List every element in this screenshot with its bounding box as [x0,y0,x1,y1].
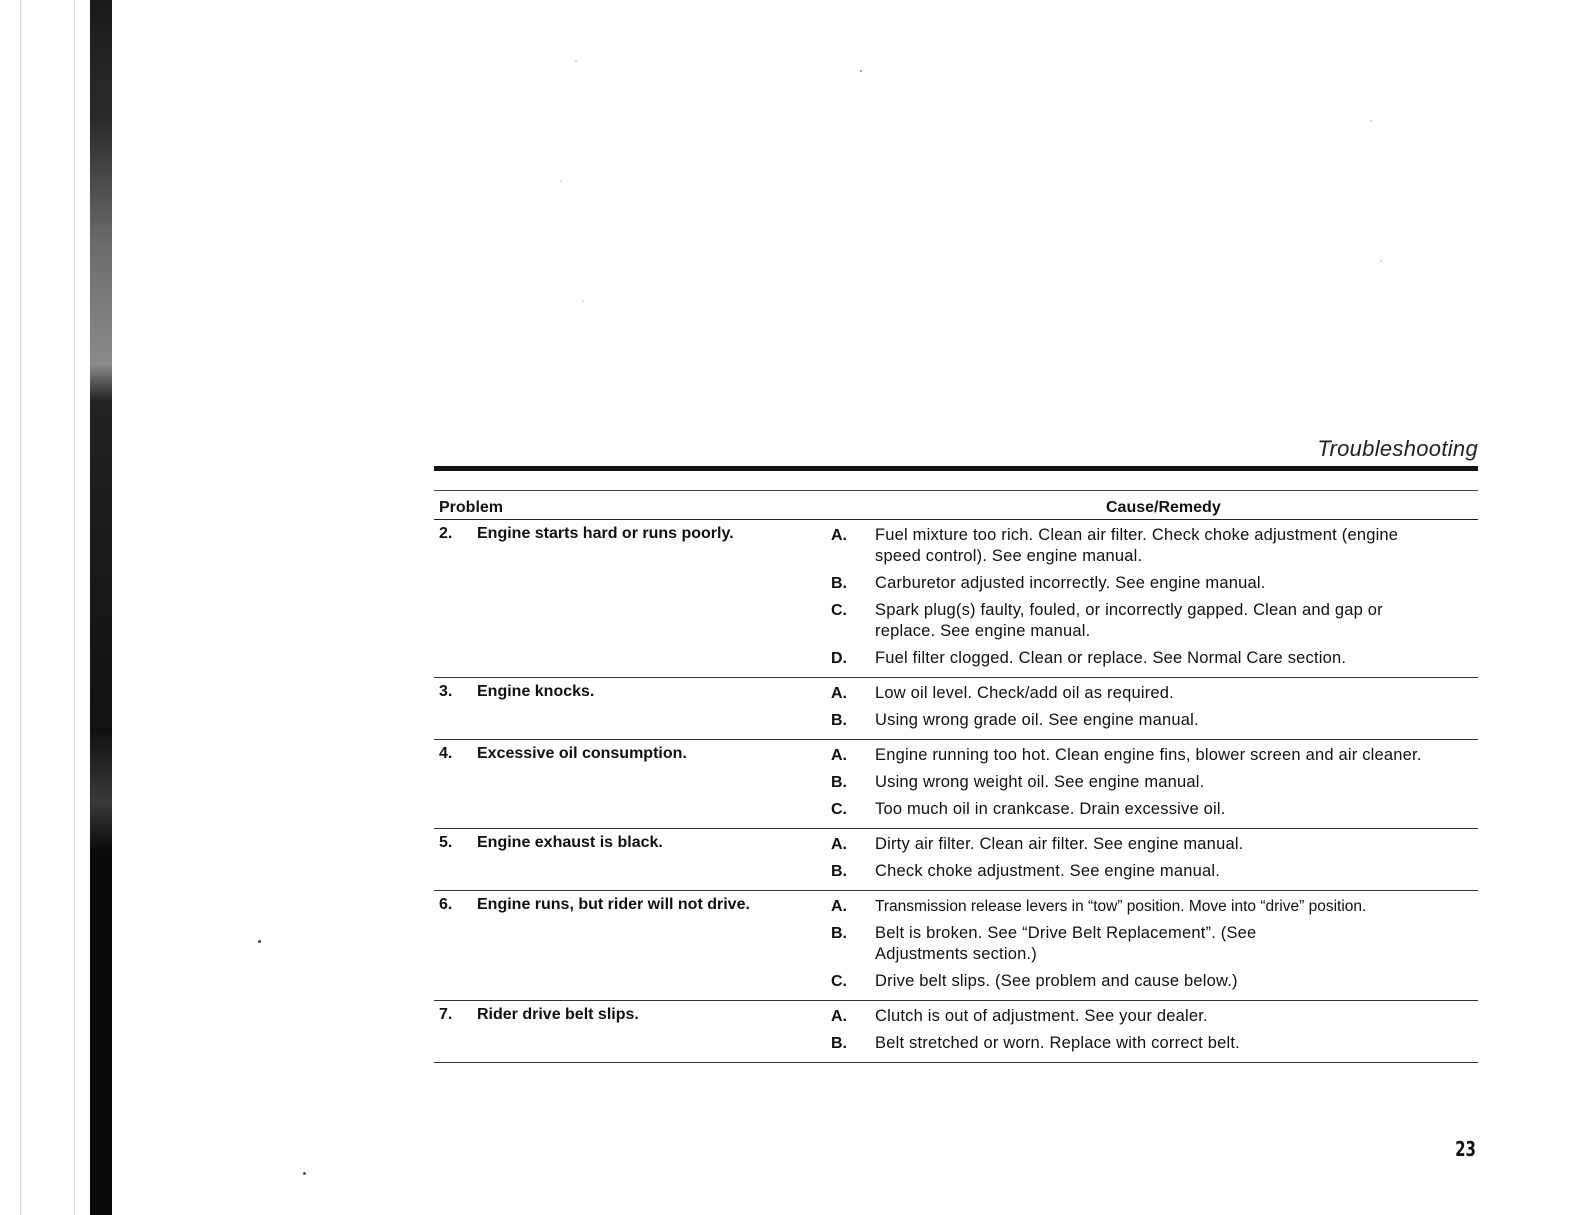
remedy-item [434,834,1478,855]
remedy-letter: D. [831,650,847,667]
problem-text: Engine exhaust is black. [477,834,663,851]
remedy-letter: A. [831,527,847,544]
troubleshooting-table [434,490,1478,1063]
remedy-item [434,648,1478,669]
column-header-problem: Problem [439,499,504,516]
remedy-letter: B. [831,712,847,729]
table-row [434,1001,1478,1063]
remedy-letter: B. [831,1035,847,1052]
table-row [434,829,1478,891]
remedy-text: Dirty air filter. Clean air filter. See engine manual. [875,835,1244,853]
scan-speckle [582,300,584,302]
remedy-text: Transmission release levers in “tow” position. Move into “drive” position. [875,898,1367,915]
remedy-item [434,525,1478,567]
remedy-item [434,573,1478,594]
problem-text: Engine runs, but rider will not drive. [477,896,750,913]
remedy-text: Fuel mixture too rich. Clean air filter. Check choke adjustment (engine speed control). See engine manual. [875,526,1399,565]
remedy-text: Carburetor adjusted incorrectly. See engine manual. [875,574,1266,592]
remedy-text: Check choke adjustment. See engine manual. [875,862,1221,880]
scan-speckle [560,180,562,182]
table-row [434,520,1478,678]
remedy-item [434,1006,1478,1027]
remedy-letter: C. [831,973,847,990]
problem-text: Rider drive belt slips. [477,1006,639,1023]
remedy-text: Spark plug(s) faulty, fouled, or incorrectly gapped. Clean and gap or replace. See engine manual. [875,601,1383,640]
remedy-letter: B. [831,774,847,791]
remedy-letter: C. [831,602,847,619]
remedy-letter: A. [831,685,847,702]
table-row [434,740,1478,829]
table-header [434,490,1478,520]
problem-text: Engine knocks. [477,683,595,700]
remedy-text: Using wrong weight oil. See engine manual. [875,773,1205,791]
table-row [434,678,1478,740]
remedy-item [434,1033,1478,1054]
scan-speckle [303,1172,306,1175]
remedy-letter: B. [831,863,847,880]
problem-number: 6. [439,896,453,913]
remedy-item [434,710,1478,731]
remedy-text: Low oil level. Check/add oil as required. [875,684,1174,702]
binding-strip [90,0,112,1215]
problem-text: Excessive oil consumption. [477,745,687,762]
remedy-item [434,861,1478,882]
remedy-item [434,683,1478,704]
problem-number: 5. [439,834,453,851]
scan-edge-line [74,0,75,1215]
table-row [434,891,1478,1001]
scan-edge-line [20,0,21,1215]
header-rule [434,466,1478,471]
remedy-letter: B. [831,925,847,942]
remedy-letter: C. [831,801,847,818]
remedy-item [434,600,1478,642]
remedy-text: Using wrong grade oil. See engine manual. [875,711,1199,729]
remedy-letter: B. [831,575,847,592]
remedy-letter: A. [831,836,847,853]
remedy-text: Clutch is out of adjustment. See your dealer. [875,1007,1208,1025]
scan-speckle [258,940,261,943]
page-number: 23 [1455,1137,1476,1161]
remedy-item [434,745,1478,766]
remedy-item [434,772,1478,793]
remedy-text: Belt is broken. See “Drive Belt Replacement”. (See Adjustments section.) [875,924,1257,963]
remedy-letter: A. [831,747,847,764]
remedy-letter: A. [831,898,847,915]
remedy-item [434,971,1478,992]
remedy-text: Engine running too hot. Clean engine fins, blower screen and air cleaner. [875,746,1422,764]
remedy-text: Belt stretched or worn. Replace with correct belt. [875,1034,1240,1052]
scan-speckle [1370,120,1372,122]
remedy-text: Too much oil in crankcase. Drain excessive oil. [875,800,1226,818]
remedy-item [434,896,1478,917]
scan-speckle [1380,260,1382,262]
remedy-text: Fuel filter clogged. Clean or replace. See Normal Care section. [875,649,1347,667]
problem-number: 4. [439,745,453,762]
scan-speckle [575,60,577,62]
problem-number: 3. [439,683,453,700]
remedy-letter: A. [831,1008,847,1025]
problem-number: 2. [439,525,453,542]
section-title: Troubleshooting [1317,436,1478,461]
scan-speckle [860,70,862,72]
column-header-cause-remedy: Cause/Remedy [1106,499,1221,516]
problem-number: 7. [439,1006,453,1023]
remedy-text: Drive belt slips. (See problem and cause below.) [875,972,1238,990]
remedy-item [434,923,1478,965]
problem-text: Engine starts hard or runs poorly. [477,525,734,542]
remedy-item [434,799,1478,820]
